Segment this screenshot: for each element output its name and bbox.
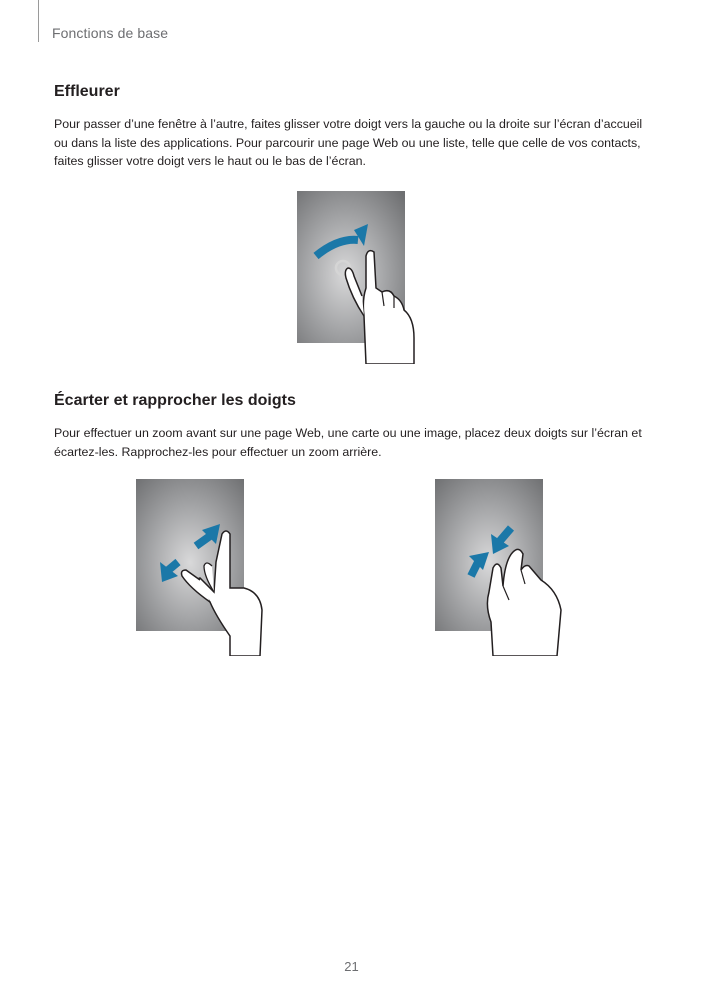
section-title-ecarter: Écarter et rapprocher les doigts (54, 392, 296, 409)
section-body-effleurer: Pour passer d’une fenêtre à l’autre, faites glisser votre doigt vers la gauche ou la droite sur l’écran d’accueil ou dans la liste des applications. Pour parcourir une page Web ou une liste, telle que celle de vos contacts, faites glisser votre doigt vers le haut ou le bas de l’écran. (54, 117, 643, 168)
swipe-gesture-icon (290, 188, 430, 364)
section-body-ecarter: Pour effectuer un zoom avant sur une page Web, une carte ou une image, placez deux doigts sur l’écran et écartez-les. Rapprochez-les pour effectuer un zoom arrière. (54, 426, 642, 459)
section-title-effleurer: Effleurer (54, 83, 120, 100)
pinch-gesture-icon (429, 476, 569, 656)
running-header: Fonctions de base (52, 25, 169, 41)
spread-gesture-icon (130, 476, 270, 656)
header-divider (38, 0, 39, 42)
page-number: 21 (344, 959, 359, 974)
